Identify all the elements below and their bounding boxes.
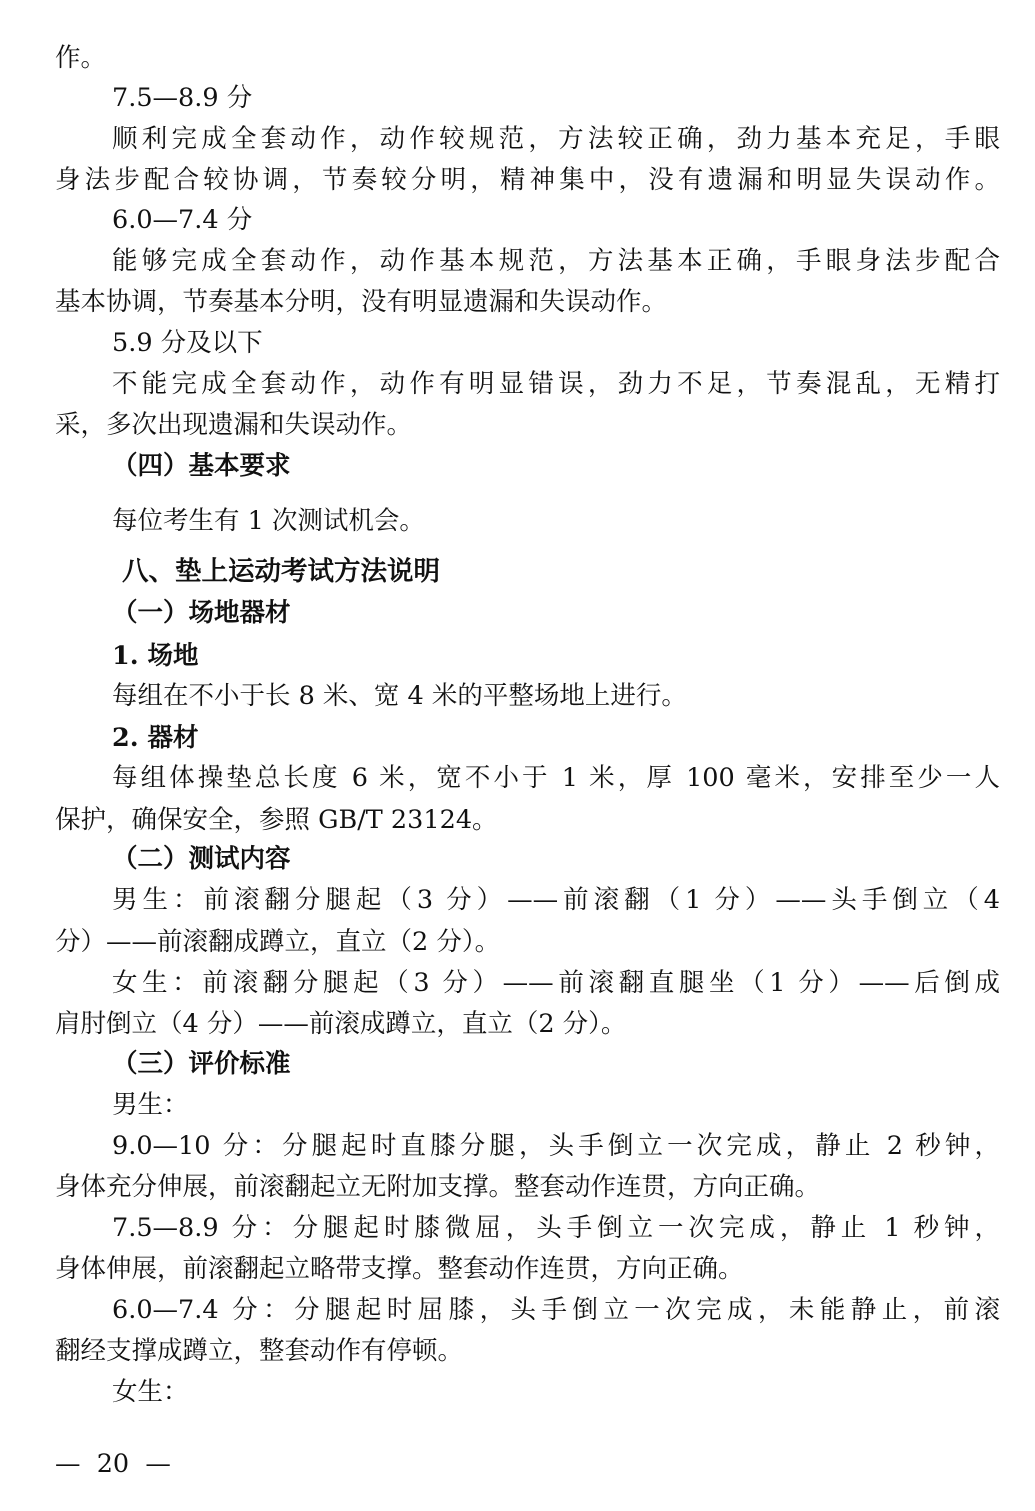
text-line: 女生：前滚翻分腿起（3 分）——前滚翻直腿坐（1 分）——后倒成 bbox=[112, 968, 1000, 998]
section-heading: （二）测试内容 bbox=[112, 844, 291, 874]
score-range: 7.5—8.9 分 bbox=[112, 83, 253, 113]
score-range: 5.9 分及以下 bbox=[112, 328, 263, 358]
text-line: 保护，确保安全，参照 GB/T 23124。 bbox=[55, 805, 498, 835]
text-line: 男生：前滚翻分腿起（3 分）——前滚翻（1 分）——头手倒立（4 bbox=[112, 885, 1000, 915]
text-line: 男生： bbox=[112, 1090, 189, 1120]
text-line: 不能完成全套动作，动作有明显错误，劲力不足，节奏混乱，无精打 bbox=[112, 369, 1000, 399]
text-line: 身体充分伸展，前滚翻起立无附加支撑。整套动作连贯，方向正确。 bbox=[55, 1172, 821, 1202]
text-line: 9.0—10 分：分腿起时直膝分腿，头手倒立一次完成，静止 2 秒钟， bbox=[112, 1131, 1000, 1161]
text-line: 分）——前滚翻成蹲立，直立（2 分）。 bbox=[55, 927, 501, 957]
text-line: 身法步配合较协调，节奏较分明，精神集中，没有遗漏和明显失误动作。 bbox=[55, 165, 1000, 195]
score-range: 6.0—7.4 分 bbox=[112, 205, 253, 235]
chapter-heading: 八、垫上运动考试方法说明 bbox=[122, 556, 440, 587]
section-heading: （四）基本要求 bbox=[112, 451, 291, 481]
text-line: 女生： bbox=[112, 1377, 189, 1407]
section-heading: （一）场地器材 bbox=[112, 598, 291, 628]
text-line: 翻经支撑成蹲立，整套动作有停顿。 bbox=[55, 1336, 464, 1366]
subsection-heading: 2. 器材 bbox=[112, 723, 199, 753]
text-line: 6.0—7.4 分：分腿起时屈膝，头手倒立一次完成，未能静止，前滚 bbox=[112, 1295, 1000, 1325]
section-heading: （三）评价标准 bbox=[112, 1049, 291, 1079]
text-line: 每组体操垫总长度 6 米，宽不小于 1 米，厚 100 毫米，安排至少一人 bbox=[112, 763, 1000, 793]
text-line: 肩肘倒立（4 分）——前滚成蹲立，直立（2 分）。 bbox=[55, 1009, 627, 1039]
page-number: — 20 — bbox=[55, 1449, 171, 1479]
text-line: 采，多次出现遗漏和失误动作。 bbox=[55, 410, 413, 440]
text-line: 每组在不小于长 8 米、宽 4 米的平整场地上进行。 bbox=[112, 681, 687, 711]
text-line: 每位考生有 1 次测试机会。 bbox=[112, 506, 425, 536]
text-line: 基本协调，节奏基本分明，没有明显遗漏和失误动作。 bbox=[55, 287, 668, 317]
text-line: 作。 bbox=[55, 43, 107, 73]
text-line: 顺利完成全套动作，动作较规范，方法较正确，劲力基本充足，手眼 bbox=[112, 124, 1000, 154]
text-line: 能够完成全套动作，动作基本规范，方法基本正确，手眼身法步配合 bbox=[112, 246, 1000, 276]
text-line: 身体伸展，前滚翻起立略带支撑。整套动作连贯，方向正确。 bbox=[55, 1254, 744, 1284]
subsection-heading: 1. 场地 bbox=[112, 641, 199, 671]
text-line: 7.5—8.9 分：分腿起时膝微屈，头手倒立一次完成，静止 1 秒钟， bbox=[112, 1213, 1000, 1243]
